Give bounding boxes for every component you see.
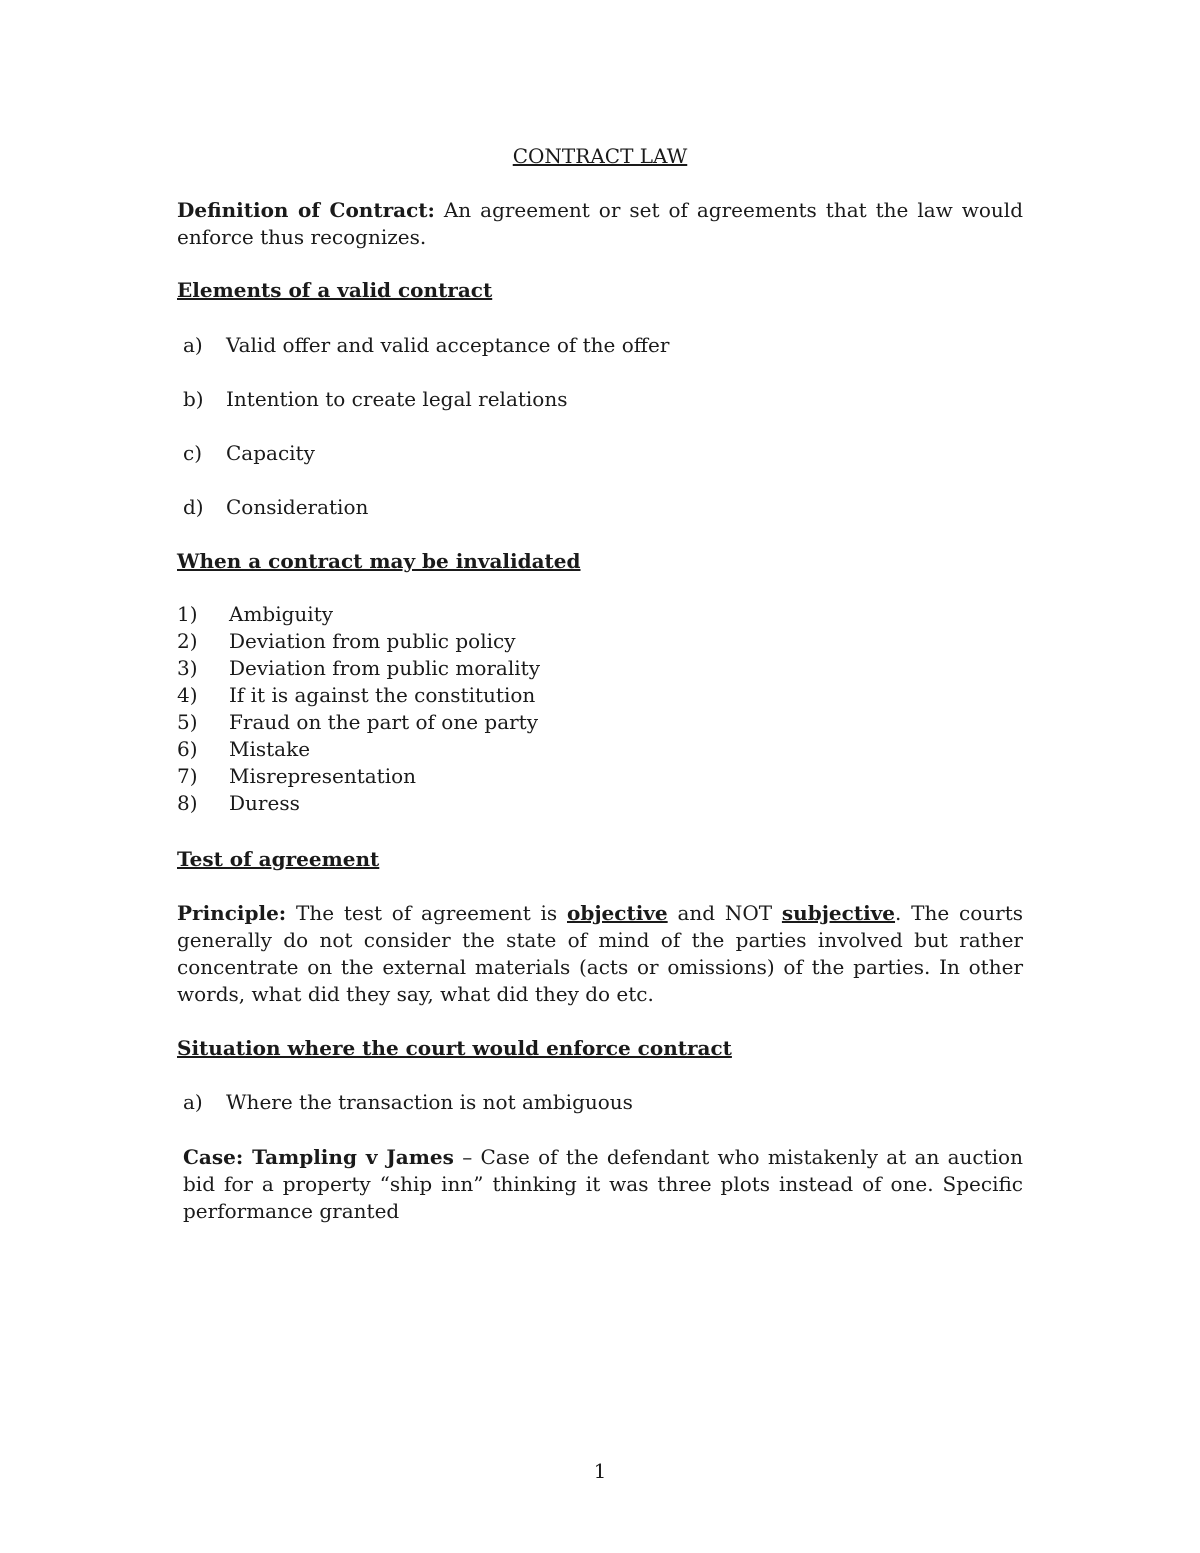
list-item-text: Where the transaction is not ambiguous xyxy=(226,1090,633,1114)
list-item xyxy=(177,601,540,628)
invalidation-list xyxy=(177,601,540,817)
list-marker: a) xyxy=(183,1090,203,1114)
list-marker: 2) xyxy=(177,629,198,653)
list-item-text: Consideration xyxy=(226,495,369,519)
page-title: CONTRACT LAW xyxy=(512,144,688,168)
principle-paragraph xyxy=(177,900,1023,1008)
list-marker: a) xyxy=(183,333,203,357)
list-marker: 8) xyxy=(177,791,198,815)
list-item-text: Deviation from public morality xyxy=(229,656,540,680)
list-marker: d) xyxy=(183,495,204,519)
list-marker: 1) xyxy=(177,602,198,626)
case-text: – Case of the defendant who mistakenly at an auction bid for a property “ship inn” thinking it was three plots instead of one. Specific performance granted xyxy=(183,1145,1023,1223)
enforce-heading: Situation where the court would enforce contract xyxy=(177,1036,732,1060)
subjective-term: subjective xyxy=(781,901,896,925)
principle-text: and NOT xyxy=(667,901,782,925)
principle-label: Principle: xyxy=(177,901,287,925)
list-item-text: Duress xyxy=(229,791,300,815)
list-marker: 7) xyxy=(177,764,198,788)
list-item xyxy=(177,655,540,682)
page-number: 1 xyxy=(593,1459,607,1483)
invalidation-heading: When a contract may be invalidated xyxy=(177,549,581,573)
definition-paragraph xyxy=(177,197,1023,251)
principle-text: The test of agreement is xyxy=(286,901,567,925)
case-paragraph xyxy=(183,1144,1023,1225)
list-item-text: Intention to create legal relations xyxy=(226,387,568,411)
list-item xyxy=(177,682,540,709)
principle-text: . The courts generally do not consider the state of mind of the parties involved but rather concentrate on the external materials (acts or omissions) of the parties. In other words, what did they say, what did they do etc. xyxy=(177,901,1024,1006)
definition-text: An agreement or set of agreements that the law would enforce thus recognizes. xyxy=(177,198,1023,249)
test-heading: Test of agreement xyxy=(177,847,380,871)
list-item xyxy=(183,332,669,359)
list-marker: 3) xyxy=(177,656,198,680)
list-item-text: If it is against the constitution xyxy=(229,683,536,707)
list-item xyxy=(183,494,368,521)
list-item-text: Capacity xyxy=(226,441,315,465)
list-item xyxy=(177,736,540,763)
list-item-text: Deviation from public policy xyxy=(229,629,516,653)
list-marker: c) xyxy=(183,441,203,465)
list-marker: b) xyxy=(183,387,204,411)
list-marker: 4) xyxy=(177,683,198,707)
list-item-text: Mistake xyxy=(229,737,311,761)
elements-heading: Elements of a valid contract xyxy=(177,278,493,302)
list-item xyxy=(183,386,567,413)
list-item-text: Ambiguity xyxy=(229,602,334,626)
list-item xyxy=(177,628,540,655)
list-marker: 5) xyxy=(177,710,198,734)
objective-term: objective xyxy=(567,901,668,925)
case-label: Case: Tampling v James xyxy=(183,1145,454,1169)
definition-label: Definition of Contract: xyxy=(177,198,435,222)
list-item xyxy=(183,1089,633,1116)
list-marker: 6) xyxy=(177,737,198,761)
list-item-text: Misrepresentation xyxy=(229,764,417,788)
list-item xyxy=(177,709,540,736)
list-item xyxy=(177,763,540,790)
list-item xyxy=(183,440,315,467)
list-item-text: Valid offer and valid acceptance of the offer xyxy=(226,333,670,357)
list-item-text: Fraud on the part of one party xyxy=(229,710,539,734)
list-item xyxy=(177,790,540,817)
